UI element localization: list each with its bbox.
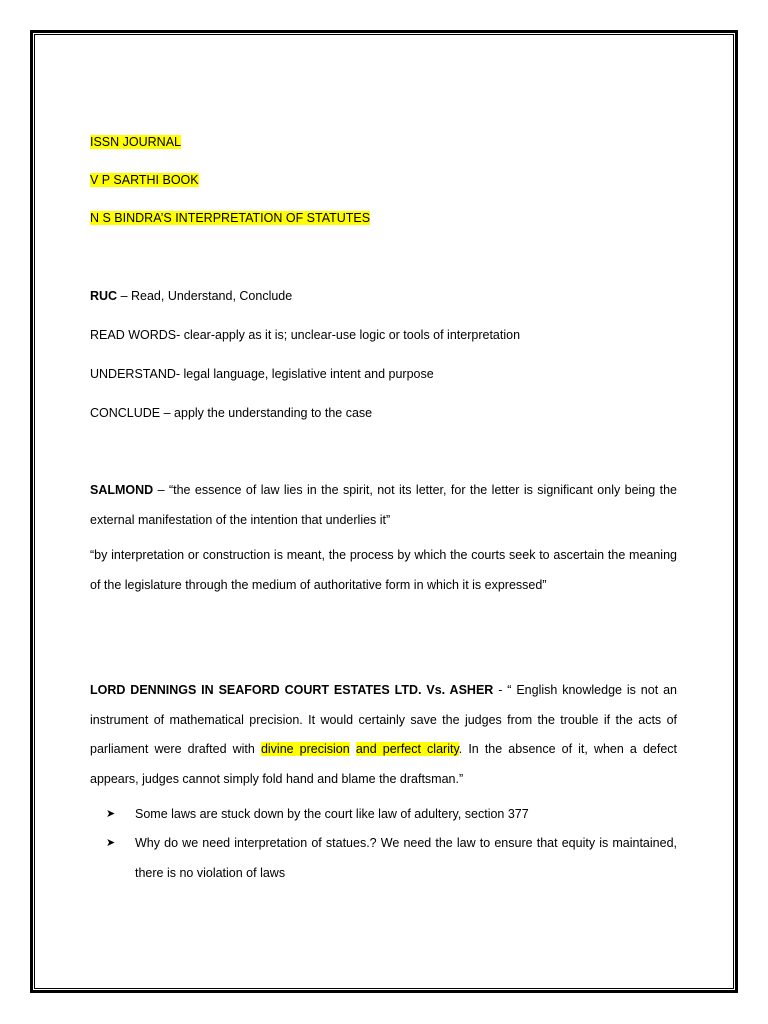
reference-bindra: N S BINDRA’S INTERPRETATION OF STATUTES — [90, 211, 371, 225]
reference-line-1 — [90, 134, 181, 150]
ruc-read-line — [90, 327, 520, 343]
denning-paragraph — [90, 676, 677, 794]
reference-vp-sarthi: V P SARTHI BOOK — [90, 173, 199, 187]
salmond-quote-2: “by interpretation or construction is meant, the process by which the courts seek to ascertain the meaning of the legislature through the medium of authoritative form in which it is expressed” — [90, 548, 677, 592]
highlight-divine-precision: divine precision — [260, 742, 350, 756]
salmond-quote-1: – “the essence of law lies in the spirit, not its letter, for the letter is significant only being the external manifestation of the intention that underlies it” — [90, 483, 677, 527]
bullet-text-2: Why do we need interpretation of statues.? We need the law to ensure that equity is maintained, there is no violation of laws — [135, 836, 677, 880]
ruc-line — [90, 288, 292, 304]
reference-issn-journal: ISSN JOURNAL — [90, 135, 181, 149]
ruc-definition: – Read, Understand, Conclude — [117, 289, 293, 303]
ruc-term: RUC — [90, 289, 118, 303]
salmond-paragraph — [90, 476, 677, 535]
arrow-bullet-icon: ➤ — [106, 837, 116, 849]
reference-line-3 — [90, 210, 370, 226]
bullet-item-2 — [106, 829, 677, 888]
highlight-perfect-clarity: and perfect clarity — [355, 742, 459, 756]
ruc-conclude-line — [90, 405, 372, 421]
salmond-paragraph-2 — [90, 541, 677, 600]
denning-heading: LORD DENNINGS IN SEAFORD COURT ESTATES LTD. Vs. ASHER — [90, 683, 494, 697]
arrow-bullet-icon: ➤ — [106, 808, 116, 820]
denning-text-b — [350, 742, 356, 756]
reference-line-2 — [90, 172, 199, 188]
ruc-understand-line — [90, 366, 434, 382]
ruc-understand: UNDERSTAND- legal language, legislative intent and purpose — [90, 367, 434, 381]
bullet-item-1 — [106, 800, 677, 830]
ruc-conclude: CONCLUDE – apply the understanding to the case — [90, 406, 373, 420]
denning-text-c: . In the absence of it, when a defect appears, judges cannot simply fold hand and blame the draftsman.” — [90, 742, 677, 786]
denning-text-a: - “ English knowledge is not an instrument of mathematical precision. It would certainly save the judges from the trouble if the acts of parliament were drafted with — [90, 683, 677, 756]
salmond-name: SALMOND — [90, 483, 154, 497]
ruc-read: READ WORDS- clear-apply as it is; unclear-use logic or tools of interpretation — [90, 328, 521, 342]
bullet-text-1: Some laws are stuck down by the court like law of adultery, section 377 — [135, 807, 529, 821]
